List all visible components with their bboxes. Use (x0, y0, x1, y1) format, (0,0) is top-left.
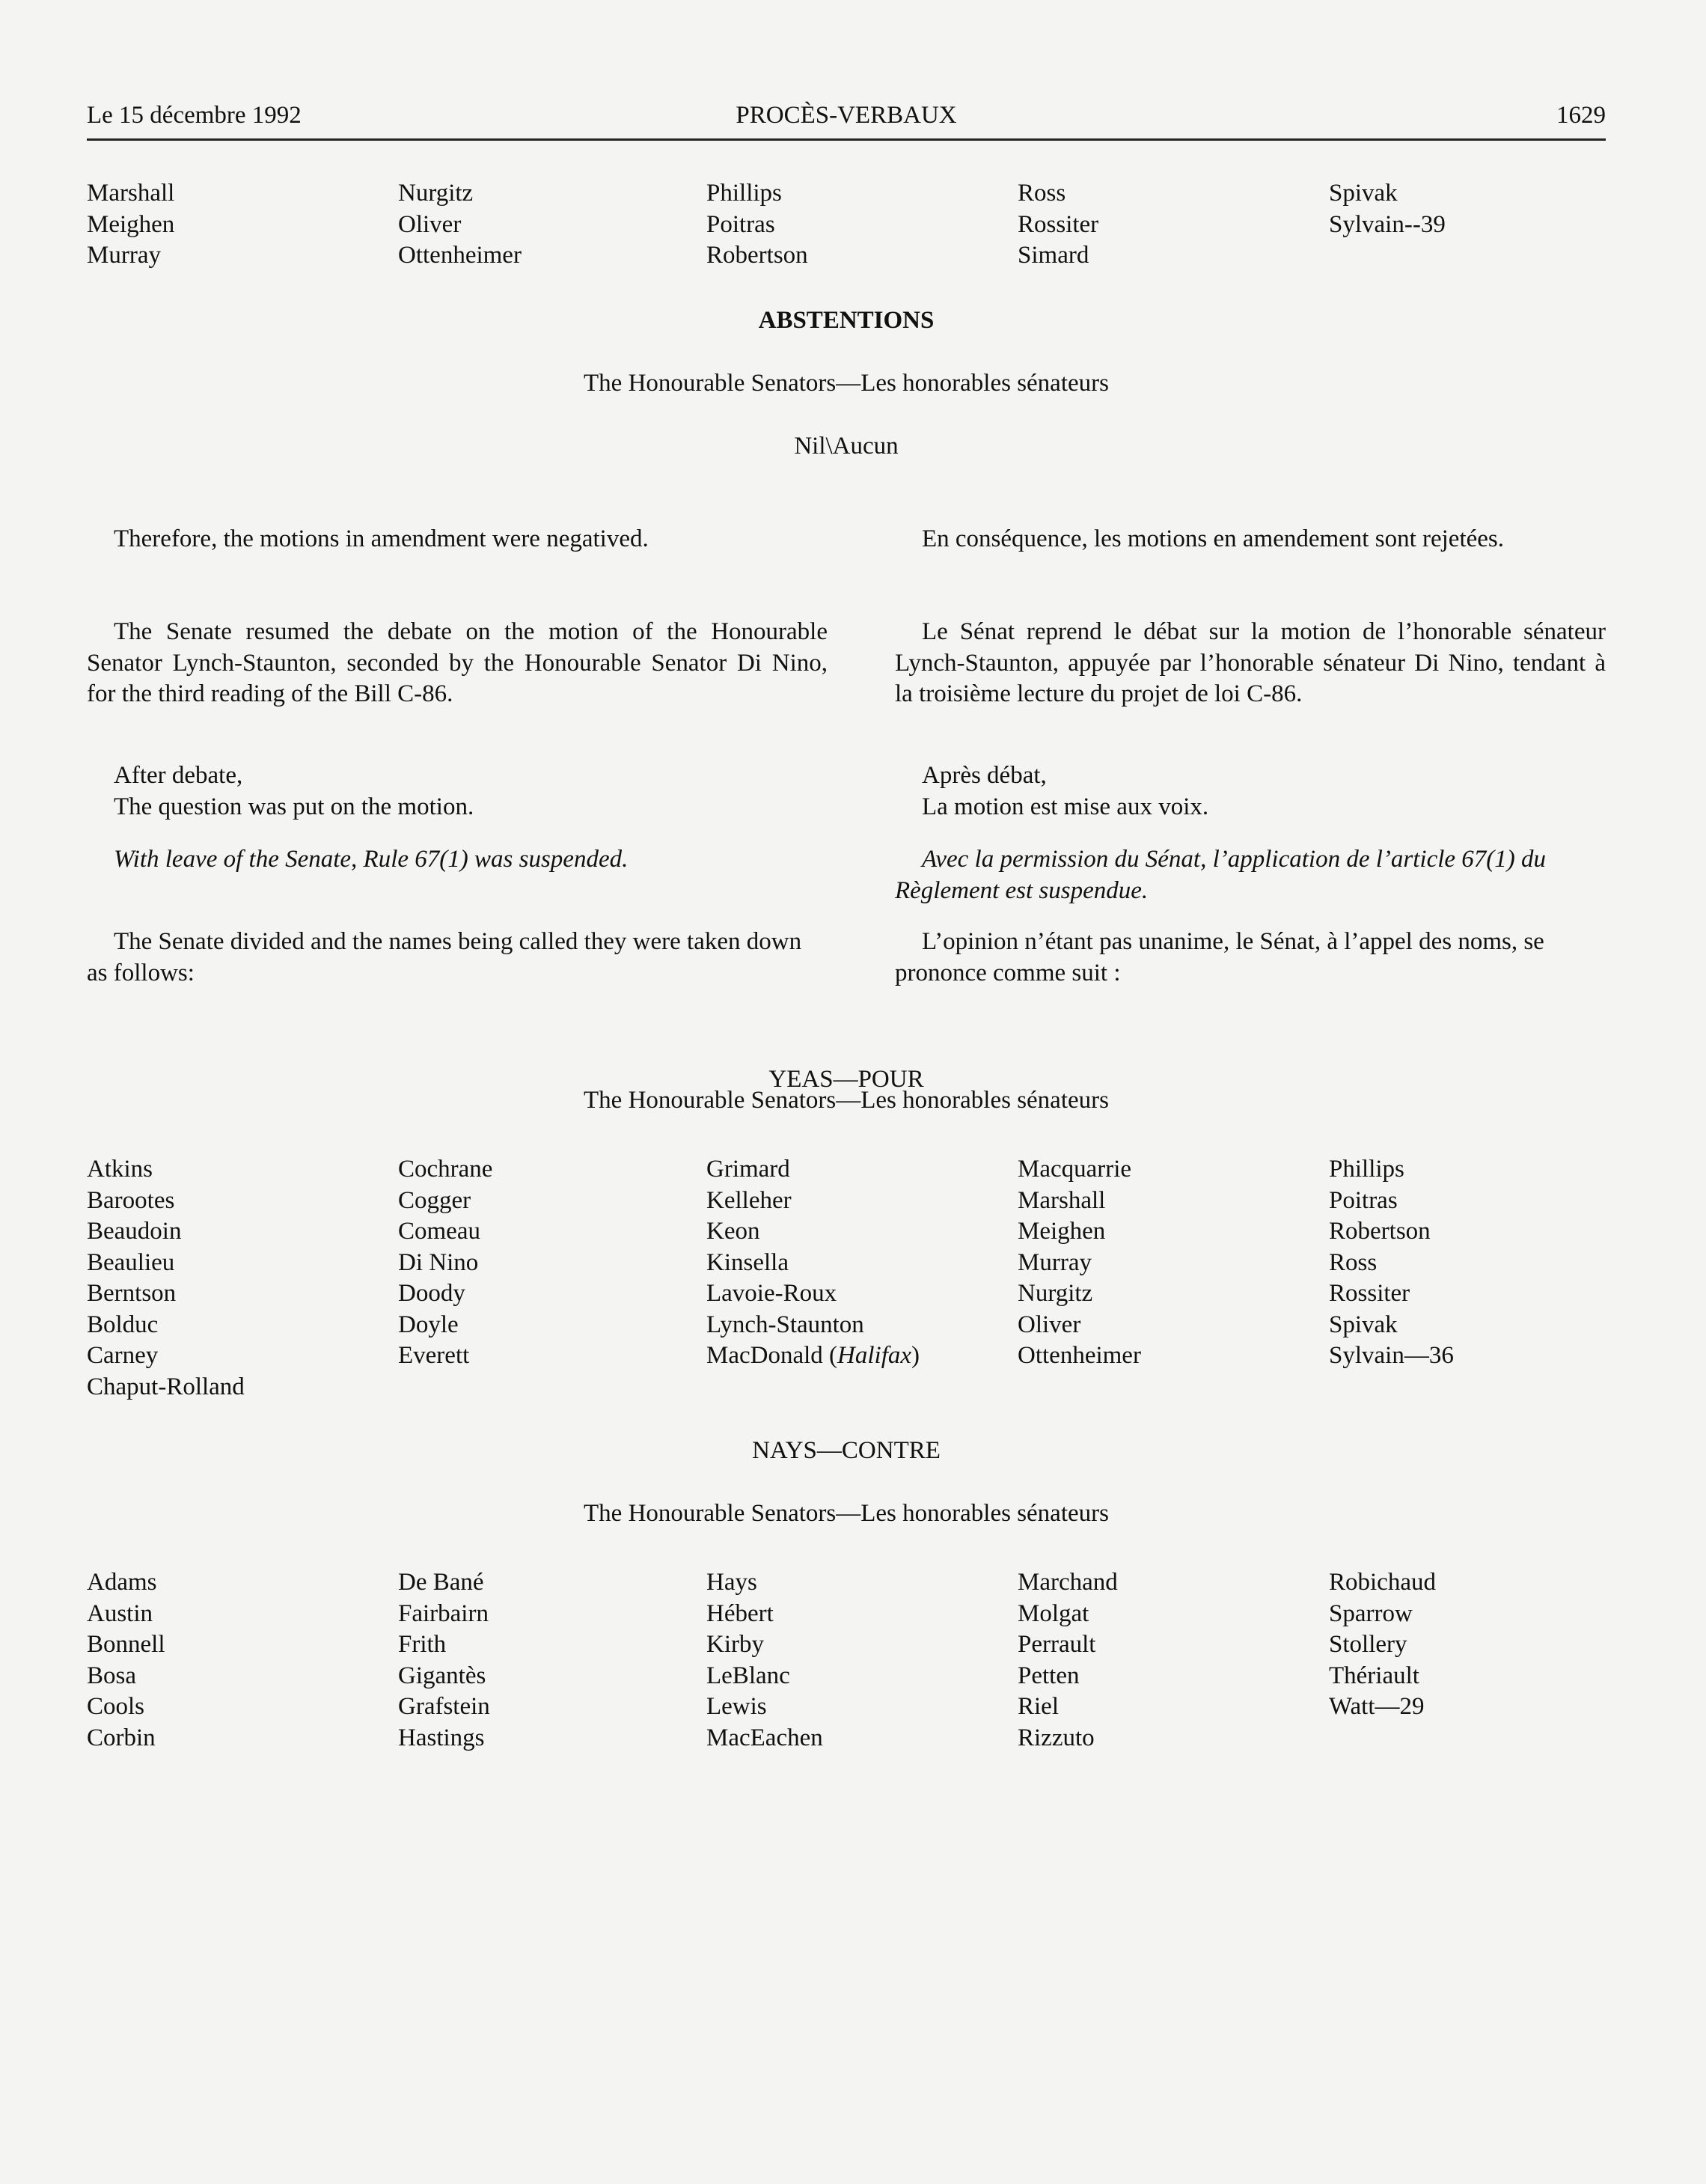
senator-name: Corbin (87, 1724, 156, 1751)
senator-name: Molgat (1018, 1599, 1089, 1627)
senator-name: Lewis (706, 1693, 767, 1720)
senator-name: Cools (87, 1693, 145, 1720)
senator-name: Oliver (398, 210, 462, 238)
name-column (87, 178, 386, 272)
senator-name: Cogger (398, 1186, 471, 1214)
name-column (1329, 1567, 1628, 1723)
abstentions-heading: ABSTENTIONS (758, 307, 935, 334)
senator-name: Di Nino (398, 1248, 479, 1276)
senator-name: Marchand (1018, 1569, 1118, 1596)
senator-name: Marshall (1018, 1186, 1106, 1214)
senator-name: Adams (87, 1569, 157, 1596)
name-column (398, 178, 697, 272)
senator-name: Marshall (87, 180, 175, 207)
senator-name: Perrault (1018, 1631, 1096, 1658)
senator-name: Ottenheimer (1018, 1342, 1141, 1369)
macdonald-suffix: Halifax (837, 1342, 912, 1369)
paragraph-negatived-fr: En conséquence, les motions en amendement sont rejetées. (922, 525, 1504, 552)
senator-name: Nurgitz (1018, 1280, 1093, 1307)
name-column (398, 1567, 697, 1754)
senator-name: Riel (1018, 1693, 1059, 1720)
paragraph-resumed-en: The Senate resumed the debate on the motion of the Honourable Senator Lynch-Staunton, seconded by the Honourable Senator Di Nino, for the third reading of the Bill C-86. (87, 618, 828, 707)
senator-name: Hastings (398, 1724, 485, 1751)
senator-name: Ross (1329, 1248, 1378, 1276)
senator-name: Sparrow (1329, 1599, 1413, 1627)
senator-name: Grimard (706, 1156, 790, 1183)
senator-name: Meighen (1018, 1218, 1106, 1245)
senator-name: Sylvain—36 (1329, 1342, 1454, 1369)
name-column (87, 1567, 386, 1754)
senator-name: De Bané (398, 1569, 484, 1596)
nays-name-list (87, 1567, 1628, 1762)
paragraph-after-debate-en: After debate, (114, 762, 243, 789)
senator-name: Phillips (1329, 1156, 1404, 1183)
senator-name: Thériault (1329, 1662, 1419, 1689)
paragraph-question-fr: La motion est mise aux voix. (922, 793, 1209, 820)
senator-name: Ottenheimer (398, 242, 522, 269)
senator-name: Lavoie-Roux (706, 1280, 837, 1307)
page-header (87, 102, 1606, 139)
abstentions-subheading: The Honourable Senators—Les honorables sénateurs (584, 370, 1109, 397)
senator-name: Oliver (1018, 1311, 1081, 1338)
name-column (1018, 1567, 1317, 1754)
name-column (1329, 1154, 1628, 1372)
paragraph-negatived-en: Therefore, the motions in amendment were negatived. (114, 525, 649, 552)
senator-name: Sylvain--39 (1329, 210, 1446, 238)
name-column (398, 1154, 697, 1372)
paragraph-after-debate-fr: Après débat, (922, 762, 1047, 789)
senator-name: Rossiter (1329, 1280, 1410, 1307)
senator-name: Robichaud (1329, 1569, 1436, 1596)
senator-name: Rizzuto (1018, 1724, 1095, 1751)
continued-name-list (87, 178, 1628, 275)
senator-name: Hays (706, 1569, 757, 1596)
senator-name: Gigantès (398, 1662, 486, 1689)
name-column (87, 1154, 386, 1403)
senator-name: MacEachen (706, 1724, 823, 1751)
senator-name: Beaudoin (87, 1218, 182, 1245)
senator-name: Robertson (706, 242, 808, 269)
senator-name: Barootes (87, 1186, 175, 1214)
senator-name: Bosa (87, 1662, 136, 1689)
senator-name: Austin (87, 1599, 153, 1627)
senator-name: Poitras (1329, 1186, 1398, 1214)
senator-name: Berntson (87, 1280, 177, 1307)
nays-heading: NAYS—CONTRE (752, 1437, 941, 1464)
senator-name: Poitras (706, 210, 775, 238)
senator-name: Simard (1018, 242, 1089, 269)
header-date: Le 15 décembre 1992 (87, 102, 302, 129)
nays-subheading: The Honourable Senators—Les honorables sénateurs (584, 1500, 1109, 1527)
senator-name: Meighen (87, 210, 175, 238)
paragraph-leave-en: With leave of the Senate, Rule 67(1) was suspended. (114, 846, 629, 873)
senator-name: Kelleher (706, 1186, 792, 1214)
senator-name: Grafstein (398, 1693, 490, 1720)
senator-name: Bolduc (87, 1311, 159, 1338)
senator-name: LeBlanc (706, 1662, 790, 1689)
senator-name: Ross (1018, 180, 1066, 207)
senator-name: Spivak (1329, 1311, 1398, 1338)
senator-name: Doody (398, 1280, 465, 1307)
senator-name: Chaput-Rolland (87, 1373, 245, 1400)
senator-name: Phillips (706, 180, 782, 207)
senator-name: Beaulieu (87, 1248, 175, 1276)
senator-name: Robertson (1329, 1218, 1431, 1245)
paragraph-divided-fr: L’opinion n’étant pas unanime, le Sénat, à l’appel des noms, se prononce comme suit : (895, 928, 1544, 986)
header-title: PROCÈS-VERBAUX (736, 102, 957, 129)
senator-name: Atkins (87, 1156, 153, 1183)
senator-name: Keon (706, 1218, 760, 1245)
name-column (706, 1567, 1006, 1754)
abstentions-value: Nil\Aucun (794, 433, 899, 460)
senator-name: Kinsella (706, 1248, 789, 1276)
name-column (706, 1154, 1006, 1372)
senator-name: Watt—29 (1329, 1693, 1425, 1720)
senator-name: Murray (1018, 1248, 1092, 1276)
senator-name: Carney (87, 1342, 159, 1369)
paragraph-leave-fr: Avec la permission du Sénat, l’application de l’article 67(1) du Règlement est suspendue. (895, 846, 1547, 904)
name-column (1329, 178, 1628, 240)
senator-name: Cochrane (398, 1156, 493, 1183)
senator-name: Rossiter (1018, 210, 1099, 238)
header-rule (87, 138, 1606, 141)
senator-name: Doyle (398, 1311, 459, 1338)
senator-name: Hébert (706, 1599, 774, 1627)
senator-name: Fairbairn (398, 1599, 489, 1627)
name-column (1018, 178, 1317, 272)
senator-name: Petten (1018, 1662, 1080, 1689)
senator-name: Nurgitz (398, 180, 474, 207)
senator-name: Everett (398, 1342, 470, 1369)
name-column (706, 178, 1006, 272)
paragraph-question-en: The question was put on the motion. (114, 793, 474, 820)
page-number: 1629 (1556, 102, 1606, 129)
paragraph-divided-en: The Senate divided and the names being called they were taken down as follows: (87, 928, 802, 986)
yeas-name-list (87, 1154, 1628, 1409)
senator-name: Stollery (1329, 1631, 1407, 1658)
yeas-subheading: The Honourable Senators—Les honorables sénateurs (584, 1087, 1109, 1114)
senator-name: Lynch-Staunton (706, 1311, 864, 1338)
senator-name: Comeau (398, 1218, 480, 1245)
senator-name: Spivak (1329, 180, 1398, 207)
name-column (1018, 1154, 1317, 1372)
yeas-heading: YEAS—POUR (768, 1066, 924, 1093)
senator-name: Frith (398, 1631, 447, 1658)
senator-name: Macquarrie (1018, 1156, 1132, 1183)
senator-name: Bonnell (87, 1631, 165, 1658)
senator-name-macdonald: MacDonald (Halifax) (706, 1342, 920, 1369)
senator-name: Kirby (706, 1631, 764, 1658)
senator-name: Murray (87, 242, 161, 269)
paragraph-resumed-fr: Le Sénat reprend le débat sur la motion de l’honorable sénateur Lynch-Staunton, appuyée par l’honorable sénateur Di Nino, tendant à la troisième lecture du projet de loi C-86. (895, 618, 1606, 707)
